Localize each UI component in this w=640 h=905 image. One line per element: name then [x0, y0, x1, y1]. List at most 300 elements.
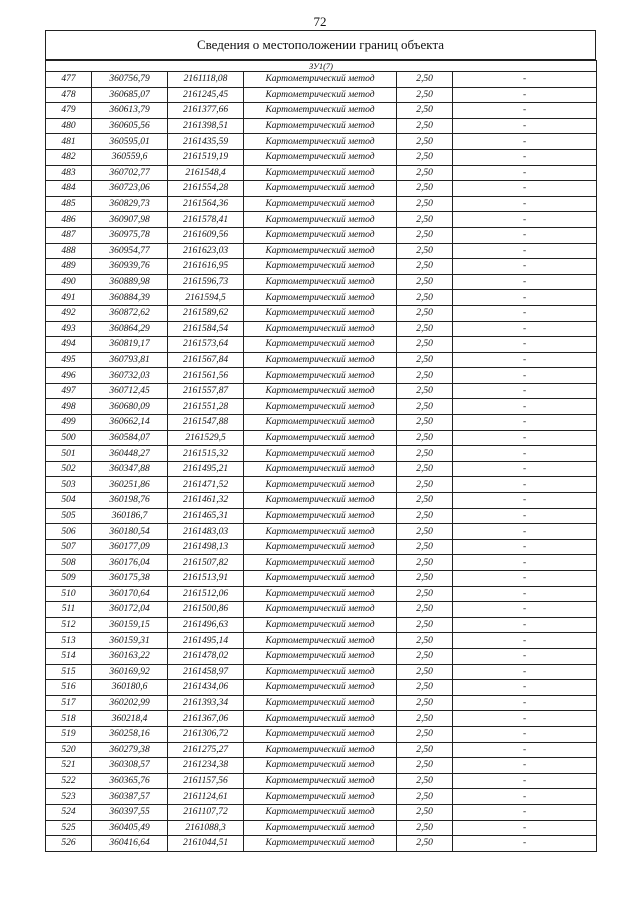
- accuracy-cell: 2,50: [397, 415, 453, 431]
- table-row: [46, 368, 597, 384]
- accuracy-cell: 2,50: [397, 227, 453, 243]
- method-cell: Картометрический метод: [244, 227, 397, 243]
- table-row: [46, 149, 597, 165]
- coord-x-cell: 360186,7: [92, 508, 168, 524]
- point-number-cell: 485: [46, 196, 92, 212]
- point-number-cell: 493: [46, 321, 92, 337]
- point-number-cell: 515: [46, 664, 92, 680]
- coord-y-cell: 2161554,28: [168, 181, 244, 197]
- method-cell: Картометрический метод: [244, 664, 397, 680]
- coord-x-cell: 360819,17: [92, 337, 168, 353]
- coord-x-cell: 360680,09: [92, 399, 168, 415]
- point-number-cell: 506: [46, 524, 92, 540]
- description-cell: -: [453, 695, 597, 711]
- method-cell: Картометрический метод: [244, 508, 397, 524]
- point-number-cell: 519: [46, 726, 92, 742]
- coord-y-cell: 2161596,73: [168, 274, 244, 290]
- description-cell: -: [453, 274, 597, 290]
- method-cell: Картометрический метод: [244, 742, 397, 758]
- accuracy-cell: 2,50: [397, 617, 453, 633]
- description-cell: -: [453, 383, 597, 399]
- coord-y-cell: 2161157,56: [168, 773, 244, 789]
- description-cell: -: [453, 820, 597, 836]
- coord-x-cell: 360829,73: [92, 196, 168, 212]
- point-number-cell: 511: [46, 602, 92, 618]
- point-number-cell: 494: [46, 337, 92, 353]
- accuracy-cell: 2,50: [397, 461, 453, 477]
- table-row: [46, 337, 597, 353]
- coord-x-cell: 360595,01: [92, 134, 168, 150]
- point-number-cell: 522: [46, 773, 92, 789]
- table-row: [46, 118, 597, 134]
- table-row: [46, 726, 597, 742]
- table-row: [46, 602, 597, 618]
- table-row: [46, 711, 597, 727]
- table-row: [46, 181, 597, 197]
- coord-x-cell: 360732,03: [92, 368, 168, 384]
- point-number-cell: 508: [46, 555, 92, 571]
- point-number-cell: 509: [46, 571, 92, 587]
- table-row: [46, 680, 597, 696]
- coord-y-cell: 2161529,5: [168, 430, 244, 446]
- method-cell: Картометрический метод: [244, 555, 397, 571]
- accuracy-cell: 2,50: [397, 118, 453, 134]
- method-cell: Картометрический метод: [244, 571, 397, 587]
- method-cell: Картометрический метод: [244, 430, 397, 446]
- description-cell: -: [453, 633, 597, 649]
- table-row: [46, 243, 597, 259]
- point-number-cell: 496: [46, 368, 92, 384]
- coord-y-cell: 2161393,34: [168, 695, 244, 711]
- point-number-cell: 524: [46, 804, 92, 820]
- description-cell: -: [453, 399, 597, 415]
- coord-x-cell: 360347,88: [92, 461, 168, 477]
- coord-y-cell: 2161500,86: [168, 602, 244, 618]
- point-number-cell: 484: [46, 181, 92, 197]
- accuracy-cell: 2,50: [397, 290, 453, 306]
- description-cell: -: [453, 321, 597, 337]
- accuracy-cell: 2,50: [397, 259, 453, 275]
- method-cell: Картометрический метод: [244, 602, 397, 618]
- description-cell: -: [453, 243, 597, 259]
- description-cell: -: [453, 227, 597, 243]
- description-cell: -: [453, 72, 597, 88]
- accuracy-cell: 2,50: [397, 165, 453, 181]
- coord-y-cell: 2161512,06: [168, 586, 244, 602]
- description-cell: -: [453, 134, 597, 150]
- accuracy-cell: 2,50: [397, 493, 453, 509]
- coord-x-cell: 360387,57: [92, 789, 168, 805]
- method-cell: Картометрический метод: [244, 72, 397, 88]
- description-cell: -: [453, 773, 597, 789]
- description-cell: -: [453, 446, 597, 462]
- coord-y-cell: 2161495,21: [168, 461, 244, 477]
- table-row: [46, 555, 597, 571]
- table-row: [46, 508, 597, 524]
- coord-x-cell: 360975,78: [92, 227, 168, 243]
- method-cell: Картометрический метод: [244, 804, 397, 820]
- method-cell: Картометрический метод: [244, 836, 397, 852]
- accuracy-cell: 2,50: [397, 711, 453, 727]
- coord-x-cell: 360202,99: [92, 695, 168, 711]
- description-cell: -: [453, 165, 597, 181]
- coord-y-cell: 2161564,36: [168, 196, 244, 212]
- table-row: [46, 820, 597, 836]
- table-row: [46, 586, 597, 602]
- coord-y-cell: 2161306,72: [168, 726, 244, 742]
- coord-y-cell: 2161561,56: [168, 368, 244, 384]
- coord-y-cell: 2161478,02: [168, 648, 244, 664]
- point-number-cell: 510: [46, 586, 92, 602]
- coord-y-cell: 2161623,03: [168, 243, 244, 259]
- point-number-cell: 521: [46, 758, 92, 774]
- coord-y-cell: 2161435,59: [168, 134, 244, 150]
- method-cell: Картометрический метод: [244, 165, 397, 181]
- page-number: 72: [313, 14, 327, 29]
- description-cell: -: [453, 602, 597, 618]
- description-cell: -: [453, 415, 597, 431]
- method-cell: Картометрический метод: [244, 337, 397, 353]
- method-cell: Картометрический метод: [244, 181, 397, 197]
- accuracy-cell: 2,50: [397, 352, 453, 368]
- coord-x-cell: 360176,04: [92, 555, 168, 571]
- point-number-cell: 490: [46, 274, 92, 290]
- method-cell: Картометрический метод: [244, 773, 397, 789]
- description-cell: -: [453, 118, 597, 134]
- table-row: [46, 399, 597, 415]
- accuracy-cell: 2,50: [397, 103, 453, 119]
- table-row: [46, 103, 597, 119]
- method-cell: Картометрический метод: [244, 820, 397, 836]
- table-row: [46, 290, 597, 306]
- point-number-cell: 487: [46, 227, 92, 243]
- description-cell: -: [453, 680, 597, 696]
- accuracy-cell: 2,50: [397, 149, 453, 165]
- description-cell: -: [453, 648, 597, 664]
- coord-y-cell: 2161044,51: [168, 836, 244, 852]
- description-cell: -: [453, 368, 597, 384]
- table-row: [46, 804, 597, 820]
- coord-y-cell: 2161377,66: [168, 103, 244, 119]
- coord-y-cell: 2161107,72: [168, 804, 244, 820]
- accuracy-cell: 2,50: [397, 212, 453, 228]
- table-row: [46, 383, 597, 399]
- description-cell: -: [453, 493, 597, 509]
- coord-x-cell: 360172,04: [92, 602, 168, 618]
- coord-y-cell: 2161461,32: [168, 493, 244, 509]
- description-cell: -: [453, 196, 597, 212]
- description-cell: -: [453, 508, 597, 524]
- table-row: [46, 196, 597, 212]
- coord-x-cell: 360308,57: [92, 758, 168, 774]
- table-body: [46, 61, 597, 852]
- table-row: [46, 321, 597, 337]
- method-cell: Картометрический метод: [244, 149, 397, 165]
- description-cell: -: [453, 305, 597, 321]
- table-row: [46, 415, 597, 431]
- accuracy-cell: 2,50: [397, 695, 453, 711]
- table-row: [46, 773, 597, 789]
- coord-x-cell: 360163,22: [92, 648, 168, 664]
- coord-x-cell: 360175,38: [92, 571, 168, 587]
- description-cell: -: [453, 571, 597, 587]
- accuracy-cell: 2,50: [397, 430, 453, 446]
- accuracy-cell: 2,50: [397, 305, 453, 321]
- accuracy-cell: 2,50: [397, 477, 453, 493]
- method-cell: Картометрический метод: [244, 461, 397, 477]
- table-row: [46, 87, 597, 103]
- description-cell: -: [453, 337, 597, 353]
- coord-y-cell: 2161513,91: [168, 571, 244, 587]
- method-cell: Картометрический метод: [244, 680, 397, 696]
- point-number-cell: 491: [46, 290, 92, 306]
- table-row: [46, 274, 597, 290]
- coord-x-cell: 360712,45: [92, 383, 168, 399]
- coord-x-cell: 360756,79: [92, 72, 168, 88]
- method-cell: Картометрический метод: [244, 87, 397, 103]
- boundary-table: [45, 60, 597, 852]
- accuracy-cell: 2,50: [397, 337, 453, 353]
- point-number-cell: 517: [46, 695, 92, 711]
- coord-y-cell: 2161507,82: [168, 555, 244, 571]
- description-cell: -: [453, 758, 597, 774]
- accuracy-cell: 2,50: [397, 571, 453, 587]
- description-cell: -: [453, 742, 597, 758]
- table-row: [46, 352, 597, 368]
- point-number-cell: 523: [46, 789, 92, 805]
- method-cell: Картометрический метод: [244, 524, 397, 540]
- point-number-cell: 500: [46, 430, 92, 446]
- coord-y-cell: 2161594,5: [168, 290, 244, 306]
- table-row: [46, 259, 597, 275]
- point-number-cell: 498: [46, 399, 92, 415]
- description-cell: -: [453, 617, 597, 633]
- table-row: [46, 227, 597, 243]
- accuracy-cell: 2,50: [397, 758, 453, 774]
- point-number-cell: 525: [46, 820, 92, 836]
- coord-y-cell: 2161609,56: [168, 227, 244, 243]
- coord-y-cell: 2161471,52: [168, 477, 244, 493]
- method-cell: Картометрический метод: [244, 259, 397, 275]
- accuracy-cell: 2,50: [397, 773, 453, 789]
- description-cell: -: [453, 149, 597, 165]
- description-cell: -: [453, 461, 597, 477]
- coord-x-cell: 360702,77: [92, 165, 168, 181]
- coord-x-cell: 360872,62: [92, 305, 168, 321]
- description-cell: -: [453, 87, 597, 103]
- coord-x-cell: 360613,79: [92, 103, 168, 119]
- coord-x-cell: 360448,27: [92, 446, 168, 462]
- coord-y-cell: 2161567,84: [168, 352, 244, 368]
- coord-y-cell: 2161124,61: [168, 789, 244, 805]
- accuracy-cell: 2,50: [397, 508, 453, 524]
- accuracy-cell: 2,50: [397, 72, 453, 88]
- method-cell: Картометрический метод: [244, 118, 397, 134]
- coord-y-cell: 2161547,88: [168, 415, 244, 431]
- accuracy-cell: 2,50: [397, 274, 453, 290]
- coord-y-cell: 2161483,03: [168, 524, 244, 540]
- description-cell: -: [453, 430, 597, 446]
- description-cell: -: [453, 103, 597, 119]
- accuracy-cell: 2,50: [397, 742, 453, 758]
- table-row: [46, 446, 597, 462]
- description-cell: -: [453, 726, 597, 742]
- description-cell: -: [453, 212, 597, 228]
- description-cell: -: [453, 290, 597, 306]
- coord-y-cell: 2161398,51: [168, 118, 244, 134]
- coord-x-cell: 360169,92: [92, 664, 168, 680]
- method-cell: Картометрический метод: [244, 305, 397, 321]
- point-number-cell: 513: [46, 633, 92, 649]
- table-row: [46, 539, 597, 555]
- coord-x-cell: 360584,07: [92, 430, 168, 446]
- coord-x-cell: 360177,09: [92, 539, 168, 555]
- accuracy-cell: 2,50: [397, 243, 453, 259]
- coord-y-cell: 2161589,62: [168, 305, 244, 321]
- method-cell: Картометрический метод: [244, 196, 397, 212]
- coord-x-cell: 360884,39: [92, 290, 168, 306]
- table-row: [46, 571, 597, 587]
- description-cell: -: [453, 259, 597, 275]
- description-cell: -: [453, 586, 597, 602]
- coord-x-cell: 360170,64: [92, 586, 168, 602]
- table-row: [46, 695, 597, 711]
- method-cell: Картометрический метод: [244, 633, 397, 649]
- coord-x-cell: 360793,81: [92, 352, 168, 368]
- point-number-cell: 479: [46, 103, 92, 119]
- point-number-cell: 505: [46, 508, 92, 524]
- description-cell: -: [453, 836, 597, 852]
- point-number-cell: 516: [46, 680, 92, 696]
- method-cell: Картометрический метод: [244, 321, 397, 337]
- coord-y-cell: 2161465,31: [168, 508, 244, 524]
- method-cell: Картометрический метод: [244, 539, 397, 555]
- table-row: [46, 477, 597, 493]
- point-number-cell: 477: [46, 72, 92, 88]
- coord-y-cell: 2161584,54: [168, 321, 244, 337]
- point-number-cell: 481: [46, 134, 92, 150]
- method-cell: Картометрический метод: [244, 368, 397, 384]
- coord-x-cell: 360954,77: [92, 243, 168, 259]
- coord-x-cell: 360198,76: [92, 493, 168, 509]
- coord-y-cell: 2161496,63: [168, 617, 244, 633]
- accuracy-cell: 2,50: [397, 399, 453, 415]
- table-row: [46, 648, 597, 664]
- coord-x-cell: 360279,38: [92, 742, 168, 758]
- accuracy-cell: 2,50: [397, 368, 453, 384]
- accuracy-cell: 2,50: [397, 181, 453, 197]
- coord-x-cell: 360723,06: [92, 181, 168, 197]
- point-number-cell: 482: [46, 149, 92, 165]
- table-title: Сведения о местоположении границ объекта: [45, 30, 596, 60]
- method-cell: Картометрический метод: [244, 383, 397, 399]
- description-cell: -: [453, 555, 597, 571]
- description-cell: -: [453, 711, 597, 727]
- method-cell: Картометрический метод: [244, 415, 397, 431]
- coord-x-cell: 360907,98: [92, 212, 168, 228]
- coord-y-cell: 2161515,32: [168, 446, 244, 462]
- coord-x-cell: 360939,76: [92, 259, 168, 275]
- coord-x-cell: 360662,14: [92, 415, 168, 431]
- coord-y-cell: 2161548,4: [168, 165, 244, 181]
- coord-x-cell: 360889,98: [92, 274, 168, 290]
- section-row: [46, 61, 597, 72]
- table-row: [46, 134, 597, 150]
- point-number-cell: 503: [46, 477, 92, 493]
- accuracy-cell: 2,50: [397, 321, 453, 337]
- coord-x-cell: 360258,16: [92, 726, 168, 742]
- point-number-cell: 480: [46, 118, 92, 134]
- description-cell: -: [453, 181, 597, 197]
- point-number-cell: 520: [46, 742, 92, 758]
- table-row: [46, 72, 597, 88]
- coord-y-cell: 2161578,41: [168, 212, 244, 228]
- point-number-cell: 514: [46, 648, 92, 664]
- table-row: [46, 836, 597, 852]
- description-cell: -: [453, 664, 597, 680]
- accuracy-cell: 2,50: [397, 680, 453, 696]
- coord-y-cell: 2161557,87: [168, 383, 244, 399]
- coord-x-cell: 360559,6: [92, 149, 168, 165]
- description-cell: -: [453, 352, 597, 368]
- accuracy-cell: 2,50: [397, 446, 453, 462]
- table-row: [46, 633, 597, 649]
- method-cell: Картометрический метод: [244, 758, 397, 774]
- method-cell: Картометрический метод: [244, 243, 397, 259]
- method-cell: Картометрический метод: [244, 711, 397, 727]
- coord-x-cell: 360416,64: [92, 836, 168, 852]
- method-cell: Картометрический метод: [244, 352, 397, 368]
- coord-y-cell: 2161434,06: [168, 680, 244, 696]
- accuracy-cell: 2,50: [397, 602, 453, 618]
- accuracy-cell: 2,50: [397, 87, 453, 103]
- accuracy-cell: 2,50: [397, 196, 453, 212]
- table-row: [46, 789, 597, 805]
- table-row: [46, 212, 597, 228]
- coord-y-cell: 2161367,06: [168, 711, 244, 727]
- table-row: [46, 617, 597, 633]
- method-cell: Картометрический метод: [244, 493, 397, 509]
- description-cell: -: [453, 539, 597, 555]
- point-number-cell: 486: [46, 212, 92, 228]
- method-cell: Картометрический метод: [244, 477, 397, 493]
- coord-y-cell: 2161088,3: [168, 820, 244, 836]
- accuracy-cell: 2,50: [397, 789, 453, 805]
- coord-y-cell: 2161573,64: [168, 337, 244, 353]
- accuracy-cell: 2,50: [397, 633, 453, 649]
- description-cell: -: [453, 804, 597, 820]
- table-row: [46, 461, 597, 477]
- table-row: [46, 758, 597, 774]
- accuracy-cell: 2,50: [397, 836, 453, 852]
- coord-y-cell: 2161245,45: [168, 87, 244, 103]
- accuracy-cell: 2,50: [397, 555, 453, 571]
- coord-y-cell: 2161118,08: [168, 72, 244, 88]
- table-row: [46, 524, 597, 540]
- coord-x-cell: 360685,07: [92, 87, 168, 103]
- method-cell: Картометрический метод: [244, 586, 397, 602]
- table-row: [46, 165, 597, 181]
- method-cell: Картометрический метод: [244, 134, 397, 150]
- document-sheet: [45, 30, 596, 852]
- point-number-cell: 483: [46, 165, 92, 181]
- coord-x-cell: 360218,4: [92, 711, 168, 727]
- accuracy-cell: 2,50: [397, 726, 453, 742]
- coord-x-cell: 360365,76: [92, 773, 168, 789]
- method-cell: Картометрический метод: [244, 726, 397, 742]
- point-number-cell: 497: [46, 383, 92, 399]
- point-number-cell: 492: [46, 305, 92, 321]
